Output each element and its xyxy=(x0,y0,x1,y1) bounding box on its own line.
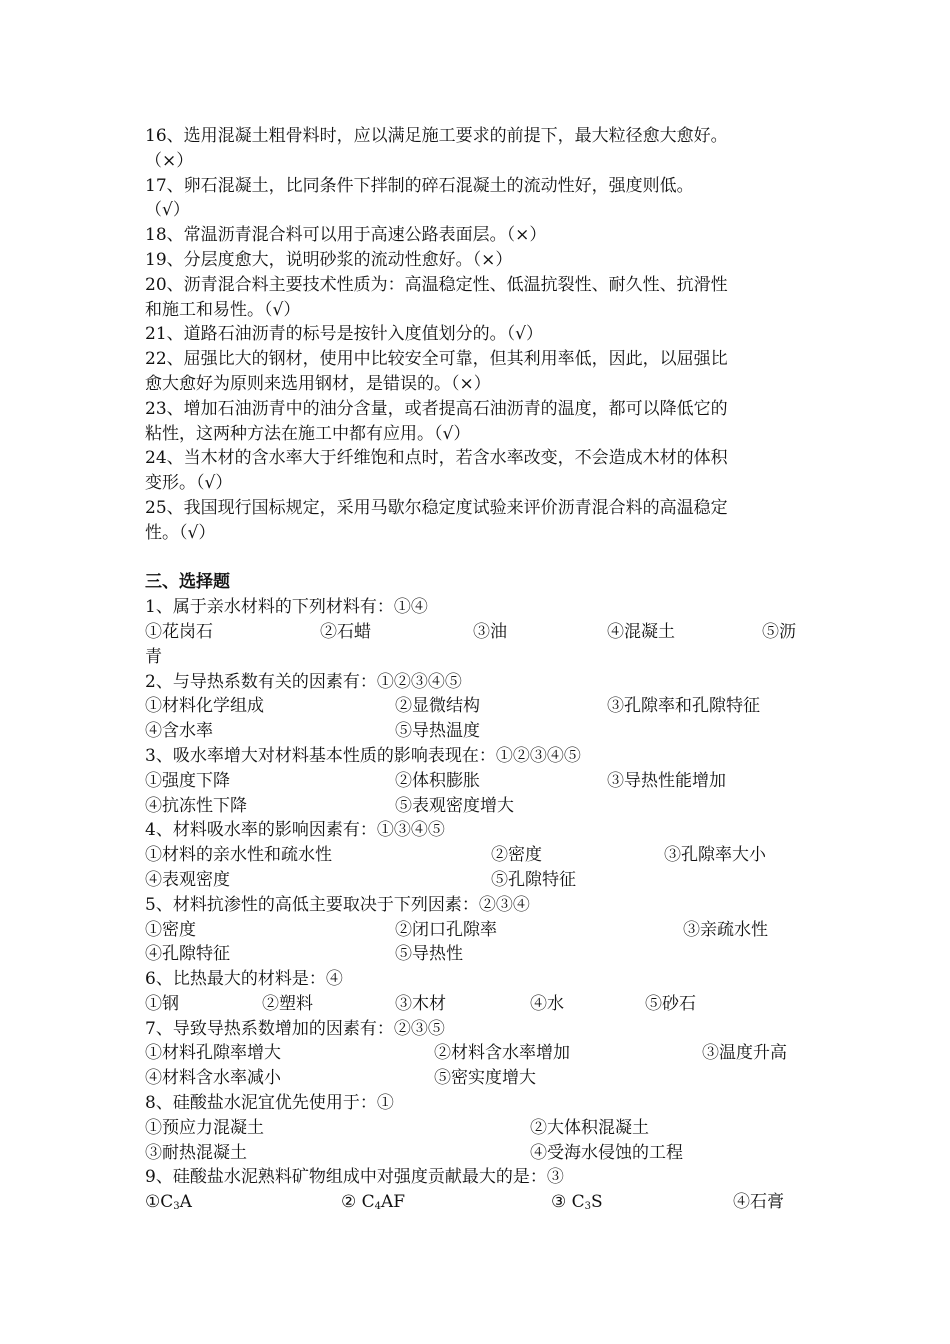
option-row xyxy=(145,843,810,868)
option: ③温度升高 xyxy=(702,1043,787,1064)
option-row xyxy=(145,1116,810,1141)
option-row xyxy=(145,794,810,819)
option: ⑤表观密度增大 xyxy=(395,795,514,816)
judgement-line: 18、常温沥青混合料可以用于高速公路表面层。（×） xyxy=(145,225,547,246)
judgement-line: （×） xyxy=(145,150,194,171)
judgement-line: 愈大愈好为原则来选用钢材，是错误的。（×） xyxy=(145,373,491,394)
option xyxy=(551,1190,603,1215)
question-stem: 4、材料吸水率的影响因素有：①③④⑤ xyxy=(145,820,445,841)
question-stem: 1、属于亲水材料的下列材料有：①④ xyxy=(145,597,428,618)
option: ②密度 xyxy=(491,845,542,866)
option: ⑤导热性 xyxy=(395,944,463,965)
option: ④石膏 xyxy=(733,1192,784,1213)
option: ⑤沥 xyxy=(762,621,796,642)
option: ②体积膨胀 xyxy=(395,770,480,791)
option: ④受海水侵蚀的工程 xyxy=(530,1142,683,1163)
option: ①钢 xyxy=(145,993,179,1014)
option: ③孔隙率大小 xyxy=(664,845,766,866)
option-continuation: 青 xyxy=(145,646,162,667)
option: ④表观密度 xyxy=(145,869,230,890)
option: ①材料化学组成 xyxy=(145,696,264,717)
option-row xyxy=(145,1066,810,1091)
section-title: 三、选择题 xyxy=(145,572,230,593)
option: ④水 xyxy=(530,993,564,1014)
subscript: 3 xyxy=(584,1201,592,1213)
judgement-line: 22、屈强比大的钢材，使用中比较安全可靠，但其利用率低，因此，以屈强比 xyxy=(145,349,728,370)
judgement-line: 23、增加石油沥青中的油分含量，或者提高石油沥青的温度，都可以降低它的 xyxy=(145,398,728,419)
question-stem: 6、比热最大的材料是：④ xyxy=(145,969,343,990)
option-row xyxy=(145,942,810,967)
option-text: ③ C xyxy=(551,1192,585,1213)
option: ②材料含水率增加 xyxy=(434,1043,570,1064)
option-row xyxy=(145,719,810,744)
option: ①密度 xyxy=(145,919,196,940)
option: ①材料的亲水性和疏水性 xyxy=(145,845,332,866)
judgement-line: 17、卵石混凝土，比同条件下拌制的碎石混凝土的流动性好，强度则低。 xyxy=(145,175,694,196)
option-row xyxy=(145,769,810,794)
option: ④抗冻性下降 xyxy=(145,795,247,816)
option: ①材料孔隙率增大 xyxy=(145,1043,281,1064)
option: ③孔隙率和孔隙特征 xyxy=(607,696,760,717)
option-text: ①C xyxy=(145,1192,174,1213)
option-row xyxy=(145,918,810,943)
option-row xyxy=(145,1190,810,1215)
question-stem: 5、材料抗渗性的高低主要取决于下列因素：②③④ xyxy=(145,894,530,915)
option: ①强度下降 xyxy=(145,770,230,791)
option: ④孔隙特征 xyxy=(145,944,230,965)
judgement-line: 25、我国现行国标规定，采用马歇尔稳定度试验来评价沥青混合料的高温稳定 xyxy=(145,497,728,518)
option: ②显微结构 xyxy=(395,696,480,717)
option: ②石蜡 xyxy=(320,621,371,642)
judgement-line: （√） xyxy=(145,200,190,221)
option: ③油 xyxy=(473,621,507,642)
section-gap xyxy=(145,546,810,571)
option-text: S xyxy=(591,1192,603,1213)
question-stem: 2、与导热系数有关的因素有：①②③④⑤ xyxy=(145,671,462,692)
judgement-line: 变形。（√） xyxy=(145,473,233,494)
option: ④材料含水率减小 xyxy=(145,1068,281,1089)
option-row xyxy=(145,1141,810,1166)
question-stem: 7、导致导热系数增加的因素有：②③⑤ xyxy=(145,1018,445,1039)
option-text: ② C xyxy=(341,1192,375,1213)
option-row xyxy=(145,992,810,1017)
option: ⑤密实度增大 xyxy=(434,1068,536,1089)
option: ③木材 xyxy=(395,993,446,1014)
option: ③亲疏水性 xyxy=(683,919,768,940)
question-stem: 8、硅酸盐水泥宜优先使用于：① xyxy=(145,1093,394,1114)
subscript: 3 xyxy=(173,1201,180,1213)
judgement-line: 21、道路石油沥青的标号是按针入度值划分的。（√） xyxy=(145,324,543,345)
judgement-line: 24、当木材的含水率大于纤维饱和点时，若含水率改变，不会造成木材的体积 xyxy=(145,448,728,469)
option-text: AF xyxy=(381,1192,406,1213)
question-stem: 3、吸水率增大对材料基本性质的影响表现在：①②③④⑤ xyxy=(145,745,581,766)
option: ③耐热混凝土 xyxy=(145,1142,247,1163)
document-page xyxy=(145,124,810,1215)
option: ④混凝土 xyxy=(607,621,675,642)
option-row xyxy=(145,1041,810,1066)
option-row xyxy=(145,620,810,645)
judgement-line: 19、分层度愈大，说明砂浆的流动性愈好。（×） xyxy=(145,249,513,270)
option: ②塑料 xyxy=(262,993,313,1014)
option: ②闭口孔隙率 xyxy=(395,919,497,940)
judgement-line: 性。（√） xyxy=(145,522,216,543)
option: ③导热性能增加 xyxy=(607,770,726,791)
subscript: 4 xyxy=(374,1201,382,1213)
judgement-line: 20、沥青混合料主要技术性质为：高温稳定性、低温抗裂性、耐久性、抗滑性 xyxy=(145,274,728,295)
option xyxy=(341,1190,405,1215)
judgement-section xyxy=(145,124,810,546)
judgement-line: 16、选用混凝土粗骨料时，应以满足施工要求的前提下，最大粒径愈大愈好。 xyxy=(145,126,728,146)
option-row xyxy=(145,868,810,893)
option: ④含水率 xyxy=(145,721,213,742)
option-row xyxy=(145,694,810,719)
option-text: A xyxy=(179,1192,192,1213)
option: ⑤孔隙特征 xyxy=(491,869,576,890)
option: ⑤导热温度 xyxy=(395,721,480,742)
judgement-line: 和施工和易性。（√） xyxy=(145,299,301,320)
option: ①预应力混凝土 xyxy=(145,1117,264,1138)
question-stem: 9、硅酸盐水泥熟料矿物组成中对强度贡献最大的是：③ xyxy=(145,1167,564,1188)
option xyxy=(145,1190,192,1215)
option: ②大体积混凝土 xyxy=(530,1117,649,1138)
judgement-line: 粘性，这两种方法在施工中都有应用。（√） xyxy=(145,423,471,444)
option: ①花岗石 xyxy=(145,621,213,642)
option: ⑤砂石 xyxy=(645,993,696,1014)
